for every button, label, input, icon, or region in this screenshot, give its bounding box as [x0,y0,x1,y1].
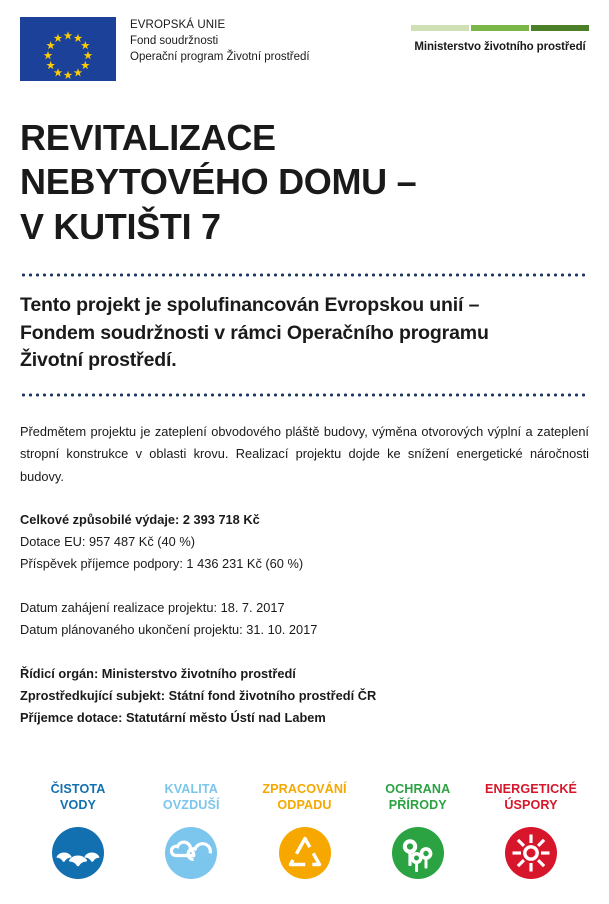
project-description: Předmětem projektu je zateplení obvodového pláště budovy, výměna otvorových výplní a zateplení stropní konstrukce v oblasti krovu. Realizací projektu dojde ke snížení energetické náročnosti budovy. [20,424,589,484]
authority-intermediate: Zprostředkující subjekt: Státní fond životního prostředí ČR [20,688,377,704]
cofinancing-statement-line-1: Tento projekt je spolufinancován Evropskou unií – [20,294,480,317]
authority-recipient: Příjemce dotace: Statutární město Ústí nad Labem [20,710,326,726]
priority-icons-row [0,781,609,882]
ministry-bar-segment-light [411,25,469,31]
ministry-branding [411,17,593,53]
clouds-air-icon [135,824,247,882]
cofinancing-statement-line-3: Životní prostředí. [20,349,177,372]
priority-label-energy [475,781,587,813]
water-drop-waves-icon [22,824,134,882]
priority-label-waste-line-1: ZPRACOVÁNÍ [262,781,347,796]
page-title [0,102,609,249]
date-end: Datum plánovaného ukončení projektu: 31. 10. 2017 [20,622,318,638]
cofinancing-statement-line-2: Fondem soudržnosti v rámci Operačního programu [20,321,489,344]
eu-flag-icon [20,17,116,81]
page-title-line-3: V KUTIŠTI 7 [20,205,221,247]
eu-program-text [130,17,310,66]
finance-beneficiary-contribution: Příspěvek příjemce podpory: 1 436 231 Kč (60 %) [20,556,304,572]
ministry-bar-segment-dark [531,25,589,31]
date-start: Datum zahájení realizace projektu: 18. 7. 2017 [20,600,285,616]
priority-item-energy [475,781,587,882]
cofinancing-statement [0,277,609,375]
priority-label-air-line-1: KVALITA [164,781,218,796]
priority-label-water-line-1: ČISTOTA [50,781,106,796]
priority-label-air [135,781,247,813]
eu-line-union: EVROPSKÁ UNIE [130,19,226,31]
dotted-divider-bottom [20,393,589,397]
priority-item-nature [362,781,474,882]
priority-label-waste [249,781,361,813]
page-title-line-2: NEBYTOVÉHO DOMU – [20,161,417,203]
priority-label-water [22,781,134,813]
priority-label-air-line-2: OVZDUŠÍ [162,797,220,812]
eu-branding [20,17,310,81]
priority-label-nature-line-1: OCHRANA [385,781,451,796]
dates-group [20,597,589,641]
sun-energy-icon [475,824,587,882]
finance-total: Celkové způsobilé výdaje: 2 393 718 Kč [20,512,260,528]
trees-nature-icon [362,824,474,882]
priority-item-waste [249,781,361,882]
header [0,0,609,78]
priority-label-water-line-2: VODY [59,797,97,812]
finance-eu-grant: Dotace EU: 957 487 Kč (40 %) [20,534,195,550]
priority-item-water [22,781,134,882]
page-title-line-1: REVITALIZACE [20,117,276,159]
priority-label-energy-line-1: ENERGETICKÉ [484,781,578,796]
finance-group [20,509,589,575]
ministry-name: Ministerstvo životního prostředí [414,41,586,53]
ministry-color-bar [411,25,589,31]
authority-managing: Řídicí orgán: Ministerstvo životního prostředí [20,666,296,682]
authorities-group [20,663,589,729]
eu-line-fund: Fond soudržnosti [130,34,219,47]
ministry-bar-segment-mid [471,25,529,31]
priority-label-energy-line-2: ÚSPORY [504,797,558,812]
priority-item-air [135,781,247,882]
content-area [0,421,609,729]
priority-label-waste-line-2: ODPADU [277,797,332,812]
priority-label-nature-line-2: PŘÍRODY [388,797,447,812]
eu-line-program: Operační program Životní prostředí [130,50,310,63]
recycling-triangle-icon [249,824,361,882]
priority-label-nature [362,781,474,813]
